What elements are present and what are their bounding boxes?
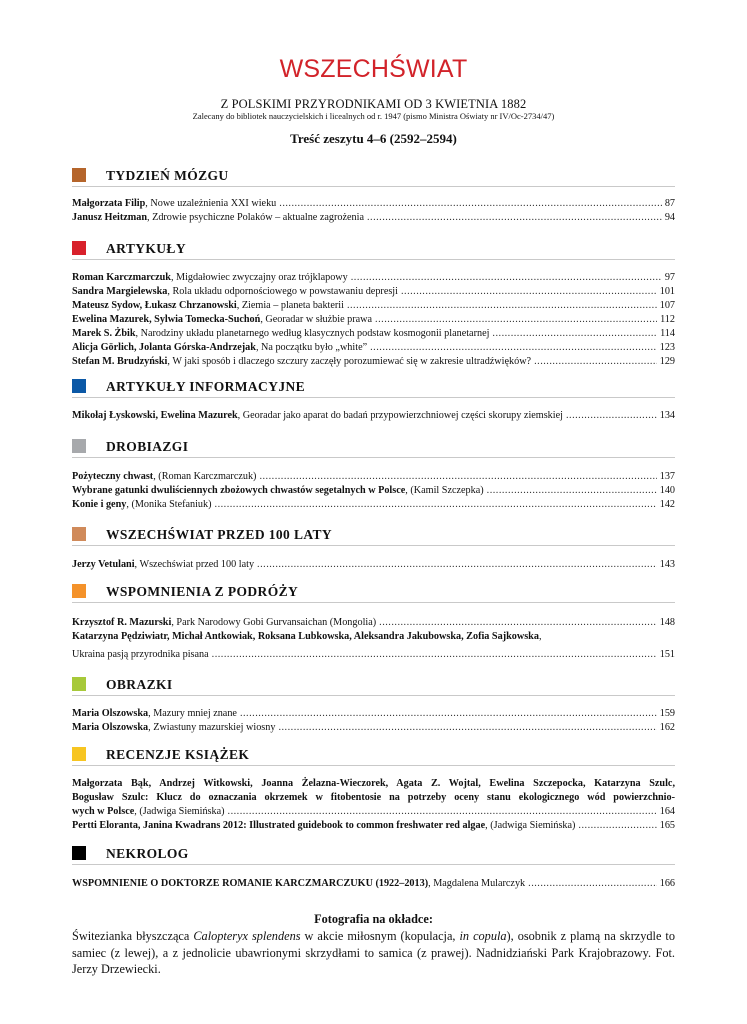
entry-title: Wszechświat przed 100 laty [139,559,255,570]
toc-entry[interactable]: Jerzy Vetulani, Wszechświat przed 100 laty ..... 143 [72,558,675,572]
entry-title: Zdrowie psychiczne Polaków – aktualne zagrożenia [152,212,364,223]
entry-author: Maria Olszowska [72,722,149,733]
section-color-marker [72,168,86,182]
section-color-marker [72,677,86,691]
entry-page: 142 [659,499,675,510]
entry-title: WSPOMNIENIE O DOKTORZE ROMANIE KARCZMARCZUKU (1922–2013) [72,878,429,889]
entry-author: (Jadwiga Siemińska) [490,820,576,831]
section-przed-100-laty [72,527,675,572]
toc-entry[interactable]: Wybrane gatunki dwuliściennych zbożowych chwastów segetalnych w Polsce, (Kamil Szczepka) ..... 140 [72,484,675,498]
entry-page: 137 [659,471,675,482]
entry-title: Pertti Eloranta, Janina Kwadrans 2012: Illustrated guidebook to common freshwater red algae [72,820,486,831]
entry-author: Małgorzata Filip [72,198,146,209]
entry-title: Zwiastuny mazurskiej wiosny [153,722,276,733]
toc-entry[interactable]: Krzysztof R. Mazurski, Park Narodowy Gobi Gurvansaichan (Mongolia) ..... 148 [72,616,675,630]
entry-title: Migdałowiec zwyczajny oraz trójklapowy [176,272,348,283]
entry-author: (Roman Karczmarczuk) [158,471,257,482]
entry-title: Rola układu odpornościowego w powstawaniu depresji [172,286,398,297]
entry-author: Krzysztof R. Mazurski [72,617,172,628]
section-obrazki [72,677,675,735]
entry-title: Narodziny układu planetarnego według klasycznych podstaw kosmogonii planetarnej [140,328,490,339]
section-title: WSPOMNIENIA Z PODRÓŻY [106,584,299,599]
section-color-marker [72,846,86,860]
entry-author: Alicja Görlich, Jolanta Górska-Andrzejak [72,342,256,353]
entry-author: Mikołaj Łyskowski, Ewelina Mazurek [72,410,238,421]
section-color-marker [72,527,86,541]
entry-title: Ziemia – planeta bakterii [241,300,344,311]
toc-entry[interactable]: Stefan M. Brudzyński, W jaki sposób i dlaczego szczury zaczęły porozumiewać się w zakresie ultradźwięków? ..... 129 [72,355,675,369]
section-header [72,379,675,398]
section-color-marker [72,584,86,598]
section-header [72,677,675,696]
section-title: OBRAZKI [106,677,173,692]
entry-title: Nowe uzależnienia XXI wieku [150,198,277,209]
section-nekrolog [72,846,675,891]
section-header [72,439,675,458]
section-title: WSZECHŚWIAT PRZED 100 LATY [106,527,333,542]
entry-title: wych w Polsce [72,806,135,817]
entry-author: Maria Olszowska [72,708,149,719]
entry-page: 134 [659,410,675,421]
toc-entry[interactable]: Pożyteczny chwast, (Roman Karczmarczuk) ..... 137 [72,470,675,484]
entry-title: Park Narodowy Gobi Gurvansaichan (Mongolia) [176,617,377,628]
entry-title: Ukraina pasją przyrodnika pisana [72,649,209,660]
entry-title: Georadar w służbie prawa [265,314,373,325]
toc-entry[interactable]: Maria Olszowska, Zwiastuny mazurskiej wiosny ..... 162 [72,721,675,735]
entry-page: 143 [659,559,675,570]
entry-page: 112 [660,314,675,325]
section-artykuly-informacyjne [72,379,675,423]
section-header [72,527,675,546]
entry-author: Sandra Margielewska [72,286,168,297]
section-header [72,241,675,260]
toc-entry[interactable]: WSPOMNIENIE O DOKTORZE ROMANIE KARCZMARCZUKU (1922–2013), Magdalena Mularczyk ..... 166 [72,877,675,891]
magazine-subtitle: Z POLSKIMI PRZYRODNIKAMI OD 3 KWIETNIA 1882 [220,97,527,111]
latin-phrase: in copula [459,929,507,943]
cover-photo-heading: Fotografia na okładce: [314,912,433,926]
species-name: Calopteryx splendens [193,929,301,943]
toc-entry[interactable]: Mateusz Sydow, Łukasz Chrzanowski, Ziemia – planeta bakterii ..... 107 [72,299,675,313]
entry-page: 97 [664,272,675,283]
entry-title: Mazury mniej znane [153,708,237,719]
toc-entry[interactable]: Mikołaj Łyskowski, Ewelina Mazurek, Georadar jako aparat do badań przypowierzchniowej części skorupy ziemskiej ..... 134 [72,409,675,423]
section-title: DROBIAZGI [106,439,189,454]
section-color-marker [72,747,86,761]
section-drobiazgi [72,439,675,512]
entry-author: (Kamil Szczepka) [410,485,484,496]
entry-author: Stefan M. Brudzyński [72,356,168,367]
entry-page: 123 [659,342,675,353]
section-title: RECENZJE KSIĄŻEK [106,747,250,762]
entry-page: 140 [659,485,675,496]
toc-entry[interactable]: Maria Olszowska, Mazury mniej znane ..... 159 [72,707,675,721]
section-title: ARTYKUŁY [106,241,186,256]
toc-entry[interactable]: Ewelina Mazurek, Sylwia Tomecka-Suchoń, Georadar w służbie prawa ..... 112 [72,313,675,327]
entry-authors-line[interactable]: Katarzyna Pędziwiatr, Michał Antkowiak, Roksana Lubkowska, Aleksandra Jakubowska, Zofia Sajkowska, [72,631,542,642]
entry-page: 107 [659,300,675,311]
entry-page: 165 [659,820,675,831]
toc-entry[interactable]: wych w Polsce, (Jadwiga Siemińska) ..... 164 [72,805,675,819]
entry-page: 159 [659,708,675,719]
toc-title: Treść zeszytu 4–6 (2592–2594) [290,131,457,146]
section-title: TYDZIEŃ MÓZGU [106,168,229,183]
entry-author: Ewelina Mazurek, Sylwia Tomecka-Suchoń [72,314,261,325]
review-title-line[interactable]: Bogusław Szulc: Klucz do oznaczania okrzemek w fitobentosie na potrzeby oceny stanu ekologicznego wód powierzchnio- [72,792,675,803]
entry-page: 129 [659,356,675,367]
toc-entry[interactable]: Sandra Margielewska, Rola układu odpornościowego w powstawaniu depresji ..... 101 [72,285,675,299]
entry-title: Na początku było „white” [261,342,368,353]
entry-author: Marek S. Żbik [72,328,136,339]
section-header [72,747,675,766]
entry-page: 162 [659,722,675,733]
entry-page: 94 [664,212,675,223]
cover-photo-caption: Świtezianka błyszcząca Calopteryx splendens w akcie miłosnym (kopulacja, in copula), osobnik z plamą na skrzydle to samiec (z lewej), a z jednolicie ubawrionymi skrzydłami to samica (z prawej). Nadnidziański Park Krajobrazowy. Fot. Jerzy Drzewiecki. [72,929,676,976]
entry-page: 114 [660,328,675,339]
section-artykuly [72,241,675,369]
section-title: NEKROLOG [106,846,189,861]
toc-entry[interactable]: Marek S. Żbik, Narodziny układu planetarnego według klasycznych podstaw kosmogonii planetarnej ..... 114 [72,327,675,341]
toc-entry[interactable]: Pertti Eloranta, Janina Kwadrans 2012: Illustrated guidebook to common freshwater red algae, (Jadwiga Siemińska) ..... 165 [72,819,675,833]
entry-page: 151 [659,649,675,660]
section-tydzien-mozgu [72,168,675,225]
magazine-logo: WSZECHŚWIAT [279,55,468,83]
entry-author: (Monika Stefaniuk) [131,499,212,510]
section-color-marker [72,379,86,393]
toc-entry[interactable]: Roman Karczmarczuk, Migdałowiec zwyczajny oraz trójklapowy ..... 97 [72,271,675,285]
entry-title: Konie i geny [72,499,127,510]
toc-entry[interactable]: Konie i geny, (Monika Stefaniuk) ..... 142 [72,498,675,512]
entry-page: 101 [659,286,675,297]
entry-page: 87 [664,198,675,209]
entry-author: Mateusz Sydow, Łukasz Chrzanowski [72,300,237,311]
approval-note: Zalecany do bibliotek nauczycielskich i licealnych od r. 1947 (pismo Ministra Oświaty nr IV/Oc-2734/47) [192,111,555,121]
entry-title: W jaki sposób i dlaczego szczury zaczęły porozumiewać się w zakresie ultradźwięków? [172,356,532,367]
entry-author: Magdalena Mularczyk [433,878,526,889]
page [72,0,675,1024]
toc-entry[interactable] [72,648,675,662]
section-color-marker [72,439,86,453]
entry-title: Pożyteczny chwast [72,471,154,482]
toc-entry[interactable]: Alicja Görlich, Jolanta Górska-Andrzejak, Na początku było „white” ..... 123 [72,341,675,355]
section-wspomnienia-z-podrozy [72,584,675,662]
review-authors-line[interactable]: Małgorzata Bąk, Andrzej Witkowski, Joanna Żelazna-Wieczorek, Agata Z. Wojtal, Ewelina Szczepocka, Katarzyna Szulc, [72,778,675,789]
entry-author: Roman Karczmarczuk [72,272,171,283]
section-header [72,846,675,865]
section-header [72,584,675,603]
entry-title: Georadar jako aparat do badań przypowierzchniowej części skorupy ziemskiej [242,410,563,421]
entry-page: 148 [659,617,675,628]
entry-author: (Jadwiga Siemińska) [139,806,225,817]
toc-entry[interactable]: Małgorzata Filip, Nowe uzależnienia XXI wieku ..... 87 [72,197,675,211]
entry-page: 164 [659,806,675,817]
entry-page: 166 [659,878,675,889]
section-title: ARTYKUŁY INFORMACYJNE [106,379,306,394]
entry-author: Jerzy Vetulani [72,559,135,570]
section-recenzje-ksiazek [72,747,675,833]
entry-author: Janusz Heitzman [72,212,147,223]
section-color-marker [72,241,86,255]
toc-entry[interactable]: Janusz Heitzman, Zdrowie psychiczne Polaków – aktualne zagrożenia ..... 94 [72,211,675,225]
section-header [72,168,675,187]
entry-title: Wybrane gatunki dwuliściennych zbożowych chwastów segetalnych w Polsce [72,485,406,496]
